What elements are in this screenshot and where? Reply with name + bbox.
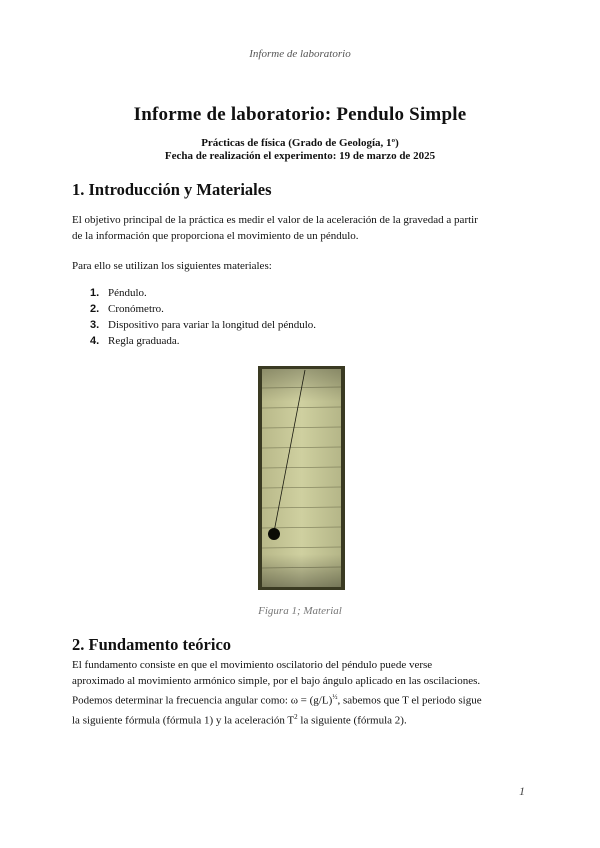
fundamento-line-4b: la siguiente (fórmula 2). xyxy=(297,714,407,727)
materials-list xyxy=(72,285,316,349)
exponent-two: 2 xyxy=(294,712,298,721)
figure-caption: Figura 1; Material xyxy=(258,605,342,617)
section-heading-intro: 1. Introducción y Materiales xyxy=(72,180,272,199)
document-title: Informe de laboratorio: Pendulo Simple xyxy=(133,104,467,125)
list-item-label: Dispositivo para variar la longitud del péndulo. xyxy=(108,319,317,331)
page-number: 1 xyxy=(519,784,525,798)
list-item xyxy=(72,285,316,301)
course-subtitle: Prácticas de física (Grado de Geología, 1º) xyxy=(201,137,399,149)
list-item xyxy=(72,301,316,317)
date-subtitle: Fecha de realización el experimento: 19 de marzo de 2025 xyxy=(164,150,436,162)
pendulum-photo xyxy=(258,366,345,590)
intro-line-2: de la información que proporciona el movimiento de un péndulo. xyxy=(72,230,359,242)
intro-paragraph xyxy=(72,212,532,244)
fundamento-paragraph xyxy=(72,657,532,728)
fundamento-line-4a: la siguiente fórmula (fórmula 1) y la aceleración T xyxy=(72,714,295,727)
intro-line-1: El objetivo principal de la práctica es medir el valor de la aceleración de la gravedad a partir xyxy=(72,214,478,226)
list-item-label: Péndulo. xyxy=(108,287,147,299)
list-item-label: Regla graduada. xyxy=(108,335,180,347)
exponent-half: ½ xyxy=(332,693,338,701)
running-header: Informe de laboratorio xyxy=(249,48,351,60)
section-heading-fundamento: 2. Fundamento teórico xyxy=(72,635,232,654)
list-item xyxy=(72,317,316,333)
fundamento-line-2: aproximado al movimiento armónico simple, por el bajo ángulo aplicado en las oscilaciones. xyxy=(72,675,481,687)
fundamento-line-3a: Podemos determinar la frecuencia angular como: ω = (g/L) xyxy=(72,694,333,707)
list-number: 3. xyxy=(90,319,100,331)
fundamento-line-1: El fundamento consiste en que el movimiento oscilatorio del péndulo puede verse xyxy=(72,659,433,671)
list-number: 2. xyxy=(90,303,100,315)
materials-intro: Para ello se utilizan los siguientes materiales: xyxy=(72,260,272,272)
pendulum-bob xyxy=(268,528,280,540)
list-number: 4. xyxy=(90,335,100,347)
fundamento-line-3b: , sabemos que T el periodo sigue xyxy=(337,694,482,707)
list-item-label: Cronómetro. xyxy=(108,303,164,315)
list-number: 1. xyxy=(90,287,100,299)
list-item xyxy=(72,333,316,349)
